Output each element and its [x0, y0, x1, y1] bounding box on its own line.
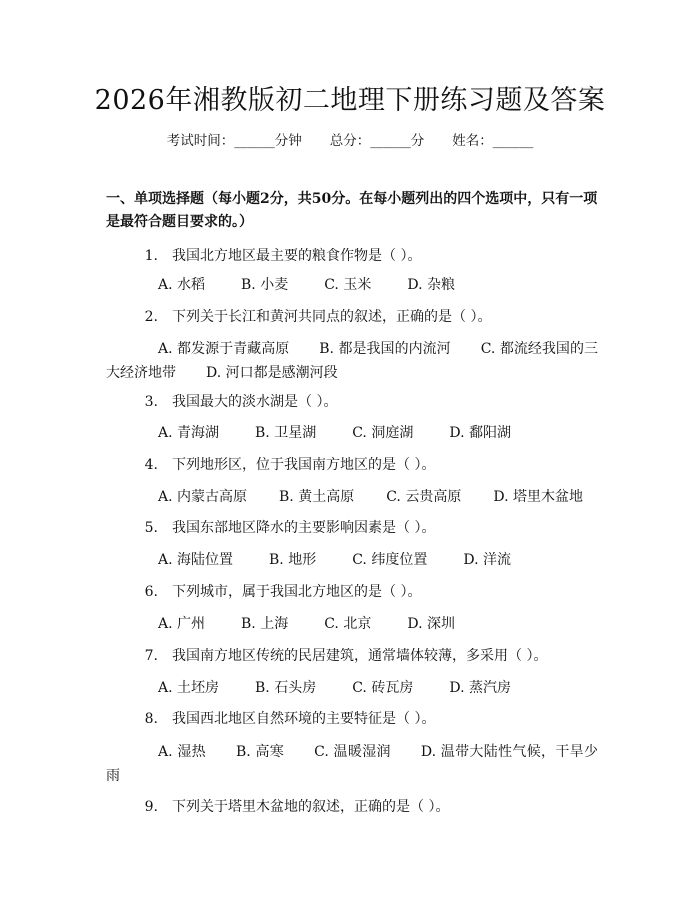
score-label: 总分：: [329, 133, 371, 149]
name-blank: ______: [492, 133, 534, 149]
score-unit: 分: [410, 133, 425, 149]
question-stem: 我国东部地区降水的主要影响因素是（ ）。: [172, 520, 436, 536]
question-number: 3.: [144, 394, 158, 410]
question-4: [106, 454, 601, 476]
option-d: D. 塔里木盆地: [493, 489, 583, 505]
option-b: B. 地形: [269, 552, 317, 568]
question-number: 7.: [144, 648, 158, 664]
option-d: D. 洋流: [463, 552, 511, 568]
option-b: B. 卫星湖: [255, 425, 317, 441]
option-c: C. 云贵高原: [386, 489, 462, 505]
option-c: C. 纬度位置: [352, 552, 428, 568]
question-8: [106, 708, 601, 730]
question-5-options: [106, 548, 601, 572]
option-d: D. 河口都是感潮河段: [206, 365, 338, 381]
option-d: D. 深圳: [407, 616, 455, 632]
question-1-options: [106, 273, 601, 297]
question-stem: 我国南方地区传统的民居建筑，通常墙体较薄，多采用（ ）。: [172, 648, 548, 664]
option-c: C. 玉米: [324, 277, 372, 293]
question-number: 5.: [144, 520, 158, 536]
option-a: A. 青海湖: [158, 425, 220, 441]
option-a: A. 土坯房: [158, 680, 220, 696]
question-4-options: [106, 485, 601, 509]
question-6-options: [106, 612, 601, 636]
option-a: A. 水稻: [158, 277, 206, 293]
exam-info-line: [0, 131, 700, 151]
question-stem: 下列关于塔里木盆地的叙述，正确的是（ ）。: [172, 799, 450, 815]
option-d: D. 温带大陆性气候，干旱少雨: [106, 744, 598, 784]
option-b: B. 小麦: [241, 277, 289, 293]
score-blank: ______: [370, 133, 411, 149]
section-heading: 一、单项选择题（每小题2分，共50分。在每小题列出的四个选项中，只有一项是最符合题目要求的。）: [106, 191, 598, 230]
option-b: B. 高寒: [235, 744, 285, 760]
question-number: 8.: [144, 711, 158, 727]
question-7-options: [106, 676, 601, 700]
question-number: 4.: [144, 457, 158, 473]
question-2: [106, 306, 601, 328]
name-label: 姓名：: [452, 133, 493, 149]
option-c: C. 北京: [324, 616, 372, 632]
option-c: C. 洞庭湖: [352, 425, 414, 441]
question-1: [106, 245, 601, 267]
question-6: [106, 581, 601, 603]
option-b: B. 石头房: [255, 680, 317, 696]
question-number: 6.: [144, 584, 158, 600]
option-a: A. 湿热: [158, 744, 206, 760]
question-8-options: [106, 740, 598, 788]
question-5: [106, 517, 601, 539]
question-2-options: [106, 337, 598, 385]
option-a: A. 广州: [158, 616, 206, 632]
option-a: A. 都发源于青藏高原: [158, 341, 290, 357]
option-c: C. 砖瓦房: [352, 680, 414, 696]
option-b: B. 上海: [241, 616, 289, 632]
question-stem: 我国西北地区自然环境的主要特征是（ ）。: [172, 711, 436, 727]
question-stem: 我国最大的淡水湖是（ ）。: [172, 394, 338, 410]
time-blank: ______: [234, 133, 275, 149]
page-title: 2026年湘教版初二地理下册练习题及答案: [94, 85, 606, 116]
question-9: [106, 796, 601, 818]
question-number: 2.: [144, 309, 158, 325]
time-unit: 分钟: [274, 133, 302, 149]
option-d: D. 鄱阳湖: [449, 425, 511, 441]
question-3-options: [106, 421, 601, 445]
question-number: 9.: [144, 799, 158, 815]
question-3: [106, 391, 601, 413]
question-7: [106, 645, 601, 667]
option-b: B. 都是我国的内流河: [319, 341, 451, 357]
option-a: A. 内蒙古高原: [158, 489, 248, 505]
option-a: A. 海陆位置: [158, 552, 234, 568]
question-stem: 下列地形区，位于我国南方地区的是（ ）。: [172, 457, 436, 473]
option-c: C. 温暖湿润: [314, 744, 391, 760]
option-c: C. 都流经我国的三大经济地带: [106, 341, 598, 381]
option-b: B. 黄土高原: [279, 489, 355, 505]
question-number: 1.: [144, 248, 158, 264]
question-stem: 下列城市，属于我国北方地区的是（ ）。: [172, 584, 422, 600]
question-stem: 下列关于长江和黄河共同点的叙述，正确的是（ ）。: [172, 309, 492, 325]
time-label: 考试时间：: [166, 133, 235, 149]
option-d: D. 杂粮: [407, 277, 455, 293]
question-stem: 我国北方地区最主要的粮食作物是（ ）。: [172, 248, 422, 264]
option-d: D. 蒸汽房: [449, 680, 511, 696]
